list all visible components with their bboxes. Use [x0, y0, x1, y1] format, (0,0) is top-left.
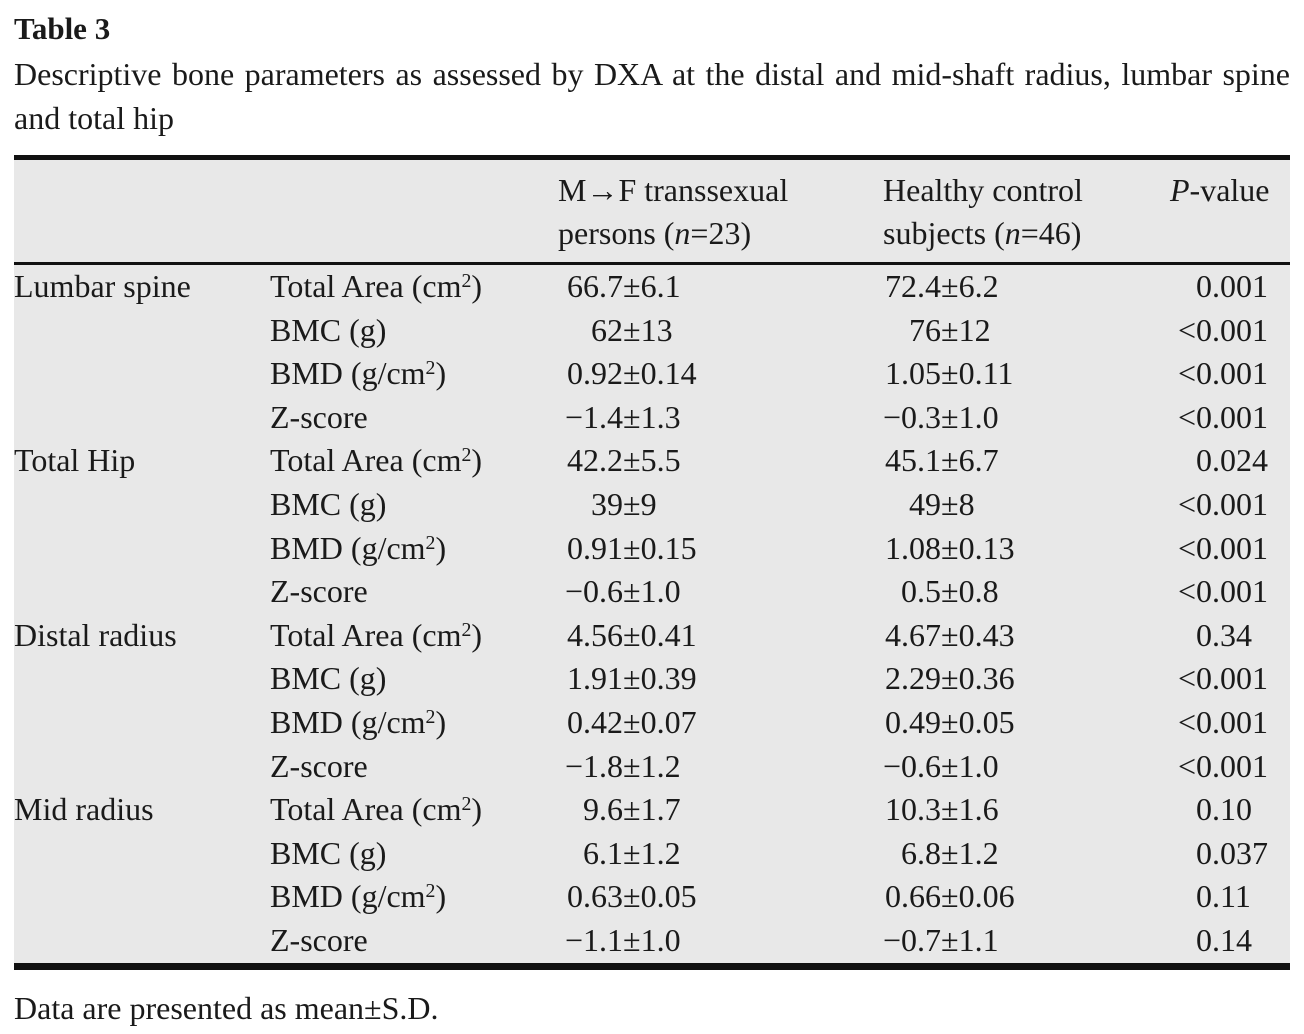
mean: 42.2: [567, 442, 623, 479]
row-parameter-label: BMC (g): [270, 834, 387, 871]
table-row: [14, 657, 1290, 701]
table-row: [14, 614, 1290, 658]
table-row: [14, 875, 1290, 919]
row-parameter-label: Z-score: [270, 398, 368, 435]
sd: 0.05: [958, 703, 1015, 740]
sd: 1.6: [958, 791, 999, 828]
ip: 0: [1196, 268, 1212, 304]
mf-value-cell: [558, 309, 883, 353]
row-parameter-label: Z-score: [270, 573, 368, 610]
control-value-cell: [883, 745, 1170, 789]
row-parameter-label: BMC (g): [270, 485, 387, 522]
mf-value-cell: [558, 570, 883, 614]
mf-value-cell: [558, 396, 883, 440]
sd: 0.06: [958, 878, 1015, 915]
ip: <0: [1177, 311, 1212, 348]
p-value-cell: [1170, 265, 1290, 309]
sd: 0.15: [640, 529, 697, 566]
p-value-cell: [1170, 657, 1290, 701]
fp: .001: [1212, 355, 1268, 392]
mean: 0.49: [885, 703, 941, 740]
pm: ±: [623, 878, 641, 915]
control-value-cell: [883, 657, 1170, 701]
dxa-parameters-table: [14, 155, 1290, 970]
pm: ±: [623, 311, 641, 348]
p-value-cell: [1170, 788, 1290, 832]
mean: 0.5: [901, 573, 941, 610]
row-site-label: Mid radius: [14, 791, 154, 828]
table-row: [14, 309, 1290, 353]
mf-value-cell: [558, 788, 883, 832]
p-value-cell: [1170, 439, 1290, 483]
sd: 1.0: [640, 573, 681, 610]
ip: 0: [1196, 616, 1212, 653]
pm: ±: [623, 921, 641, 958]
table-row: [14, 483, 1290, 527]
mf-value-cell: [558, 265, 883, 309]
row-site-label: [14, 701, 270, 745]
mf-value-cell: [558, 919, 883, 963]
row-site-label: Total Hip: [14, 442, 136, 479]
pm: ±: [623, 660, 641, 697]
table-row: [14, 745, 1290, 789]
mean: 62: [591, 311, 623, 348]
pm: ±: [941, 921, 959, 958]
row-site-label: [14, 745, 270, 789]
control-value-cell: [883, 614, 1170, 658]
sd: 1.3: [640, 398, 681, 435]
mean: −0.7: [883, 921, 942, 958]
pm: ±: [623, 529, 641, 566]
header-site-column: [14, 169, 270, 255]
mean: 4.56: [567, 616, 623, 653]
mean: 6.8: [901, 834, 941, 871]
sd: 0.39: [640, 660, 697, 697]
mean: 6.1: [583, 834, 623, 871]
control-value-cell: [883, 439, 1170, 483]
fp: .001: [1212, 398, 1268, 435]
sd: 5.5: [640, 442, 681, 479]
row-site-label: [14, 309, 270, 353]
ip: <0: [1177, 485, 1212, 522]
sd: 0.05: [640, 878, 697, 915]
row-parameter-label: BMD $(g/cm^2)$: [270, 355, 447, 392]
table-row: [14, 701, 1290, 745]
ip: 0: [1196, 442, 1212, 479]
sd: 0.8: [958, 573, 999, 610]
mean: 72.4: [885, 268, 941, 304]
sd: 8: [958, 485, 975, 522]
mf-value-cell: [558, 352, 883, 396]
control-value-cell: [883, 832, 1170, 876]
table-row: [14, 919, 1290, 963]
row-parameter-label: Total Area $(cm^2)$: [270, 268, 483, 304]
control-value-cell: [883, 483, 1170, 527]
pm: ±: [941, 355, 959, 392]
mf-value-cell: [558, 439, 883, 483]
mf-value-cell: [558, 875, 883, 919]
p-value-cell: [1170, 483, 1290, 527]
table-row: [14, 265, 1290, 309]
pm: ±: [623, 703, 641, 740]
row-parameter-label: Total Area $(cm^2)$: [270, 791, 483, 828]
row-site-label: [14, 570, 270, 614]
p-value-cell: [1170, 309, 1290, 353]
row-site-label: Lumbar spine: [14, 268, 191, 304]
ip: <0: [1177, 529, 1212, 566]
pm: ±: [623, 398, 641, 435]
mean: 1.05: [885, 355, 941, 392]
mf-value-cell: [558, 614, 883, 658]
sd: 1.1: [958, 921, 999, 958]
control-value-cell: [883, 570, 1170, 614]
table-row: [14, 788, 1290, 832]
pm: ±: [941, 268, 959, 304]
mean: −0.3: [883, 398, 942, 435]
sd: 1.2: [640, 747, 681, 784]
pm: ±: [623, 791, 641, 828]
row-parameter-label: Z-score: [270, 921, 368, 958]
row-site-label: [14, 919, 270, 963]
p-value-cell: [1170, 701, 1290, 745]
fp: .001: [1212, 660, 1268, 697]
fp: .10: [1212, 791, 1252, 828]
p-value-cell: [1170, 919, 1290, 963]
table-label: Table 3: [14, 11, 111, 46]
sd: 0.07: [640, 703, 697, 740]
pm: ±: [941, 573, 959, 610]
row-site-label: [14, 352, 270, 396]
mean: 45.1: [885, 442, 941, 479]
table-row: [14, 396, 1290, 440]
sd: 0.43: [958, 616, 1015, 653]
ip: <0: [1177, 398, 1212, 435]
fp: .001: [1212, 703, 1268, 740]
ip: <0: [1177, 747, 1212, 784]
mf-value-cell: [558, 832, 883, 876]
control-value-cell: [883, 527, 1170, 571]
control-value-cell: [883, 919, 1170, 963]
pm: ±: [941, 398, 959, 435]
ip: <0: [1177, 660, 1212, 697]
p-value-cell: [1170, 352, 1290, 396]
mean: 1.91: [567, 660, 623, 697]
mf-value-cell: [558, 745, 883, 789]
sd: 9: [640, 485, 657, 522]
pm: ±: [623, 616, 641, 653]
mf-value-cell: [558, 483, 883, 527]
row-site-label: [14, 396, 270, 440]
ip: 0: [1196, 834, 1212, 871]
sd: 0.11: [958, 355, 1014, 392]
sd: 1.7: [640, 791, 681, 828]
ip: 0: [1196, 791, 1212, 828]
mean: 9.6: [583, 791, 623, 828]
pm: ±: [941, 791, 959, 828]
header-mf-column: M→F transsexual persons (n=23): [558, 172, 789, 251]
p-value-cell: [1170, 527, 1290, 571]
control-value-cell: [883, 309, 1170, 353]
sd: 1.2: [958, 834, 999, 871]
p-value-cell: [1170, 570, 1290, 614]
table-row: [14, 352, 1290, 396]
mean: 0.91: [567, 529, 623, 566]
header-control-column: Healthy control subjects (n=46): [883, 172, 1083, 251]
sd: 0.14: [640, 355, 697, 392]
mf-value-cell: [558, 527, 883, 571]
control-value-cell: [883, 396, 1170, 440]
control-value-cell: [883, 352, 1170, 396]
mean: 0.92: [567, 355, 623, 392]
row-site-label: Distal radius: [14, 616, 177, 653]
mf-value-cell: [558, 701, 883, 745]
fp: .11: [1212, 878, 1251, 915]
p-value-cell: [1170, 745, 1290, 789]
row-parameter-label: BMC (g): [270, 660, 387, 697]
pm: ±: [941, 485, 959, 522]
row-parameter-label: BMD $(g/cm^2)$: [270, 878, 447, 915]
row-parameter-label: Z-score: [270, 747, 368, 784]
ip: <0: [1177, 355, 1212, 392]
pm: ±: [941, 616, 959, 653]
pm: ±: [941, 442, 959, 479]
mean: 0.42: [567, 703, 623, 740]
mean: 0.66: [885, 878, 941, 915]
mean: 39: [591, 485, 623, 522]
pm: ±: [623, 355, 641, 392]
sd: 6.2: [958, 268, 999, 304]
row-parameter-label: Total Area $(cm^2)$: [270, 616, 483, 653]
sd: 6.1: [640, 268, 681, 304]
pm: ±: [941, 529, 959, 566]
sd: 13: [640, 311, 673, 348]
sd: 0.36: [958, 660, 1015, 697]
mean: −0.6: [883, 747, 942, 784]
pm: ±: [941, 834, 959, 871]
table-caption: Descriptive bone parameters as assessed by DXA at the distal and mid-shaft radius, lumbar spine and total hip: [14, 56, 1290, 136]
row-site-label: [14, 875, 270, 919]
row-site-label: [14, 657, 270, 701]
mean: −0.6: [564, 573, 623, 610]
p-value-cell: [1170, 396, 1290, 440]
table-row: [14, 439, 1290, 483]
sd: 12: [958, 311, 991, 348]
row-site-label: [14, 483, 270, 527]
control-value-cell: [883, 788, 1170, 832]
table-row: [14, 570, 1290, 614]
mean: −1.1: [564, 921, 623, 958]
control-value-cell: [883, 265, 1170, 309]
pm: ±: [623, 747, 641, 784]
mean: 49: [909, 485, 941, 522]
sd: 6.7: [958, 442, 999, 479]
mf-value-cell: [558, 657, 883, 701]
ip: 0: [1196, 878, 1212, 915]
pm: ±: [623, 485, 641, 522]
control-value-cell: [883, 701, 1170, 745]
row-parameter-label: BMC (g): [270, 311, 387, 348]
fp: .34: [1212, 616, 1252, 653]
ip: <0: [1177, 703, 1212, 740]
sd: 1.0: [958, 747, 999, 784]
table-row: [14, 527, 1290, 571]
fp: .037: [1212, 834, 1268, 871]
row-parameter-label: BMD $(g/cm^2)$: [270, 529, 447, 566]
table-row: [14, 832, 1290, 876]
pm: ±: [623, 573, 641, 610]
p-value-cell: [1170, 614, 1290, 658]
mean: 1.08: [885, 529, 941, 566]
ip: <0: [1177, 573, 1212, 610]
sd: 1.0: [640, 921, 681, 958]
fp: .001: [1212, 573, 1268, 610]
mean: 2.29: [885, 660, 941, 697]
mean: 4.67: [885, 616, 941, 653]
sd: 1.2: [640, 834, 681, 871]
row-site-label: [14, 832, 270, 876]
pm: ±: [623, 268, 641, 304]
row-parameter-label: Total Area $(cm^2)$: [270, 442, 483, 479]
table-body: [14, 265, 1290, 963]
table-header-row: [14, 160, 1290, 265]
pm: ±: [623, 442, 641, 479]
fp: .001: [1212, 268, 1268, 304]
control-value-cell: [883, 875, 1170, 919]
mean: 76: [909, 311, 941, 348]
sd: 0.13: [958, 529, 1015, 566]
fp: .024: [1212, 442, 1268, 479]
row-site-label: [14, 527, 270, 571]
sd: 0.41: [640, 616, 697, 653]
p-value-cell: [1170, 832, 1290, 876]
ip: 0: [1196, 921, 1212, 958]
mean: −1.8: [564, 747, 623, 784]
header-parameter-column: [270, 169, 558, 255]
table-footnote: Data are presented as mean±S.D.: [14, 989, 439, 1026]
p-value-cell: [1170, 875, 1290, 919]
pm: ±: [941, 878, 959, 915]
header-pvalue-column: P-value: [1170, 172, 1270, 208]
fp: .001: [1212, 747, 1268, 784]
fp: .001: [1212, 529, 1268, 566]
pm: ±: [941, 660, 959, 697]
fp: .14: [1212, 921, 1252, 958]
pm: ±: [623, 834, 641, 871]
mean: −1.4: [564, 398, 623, 435]
pm: ±: [941, 311, 959, 348]
sd: 1.0: [958, 398, 999, 435]
pm: ±: [941, 703, 959, 740]
fp: .001: [1212, 485, 1268, 522]
mean: 0.63: [567, 878, 623, 915]
fp: .001: [1212, 311, 1268, 348]
mean: 66.7: [567, 268, 623, 304]
pm: ±: [941, 747, 959, 784]
mean: 10.3: [885, 791, 941, 828]
row-parameter-label: BMD $(g/cm^2)$: [270, 703, 447, 740]
